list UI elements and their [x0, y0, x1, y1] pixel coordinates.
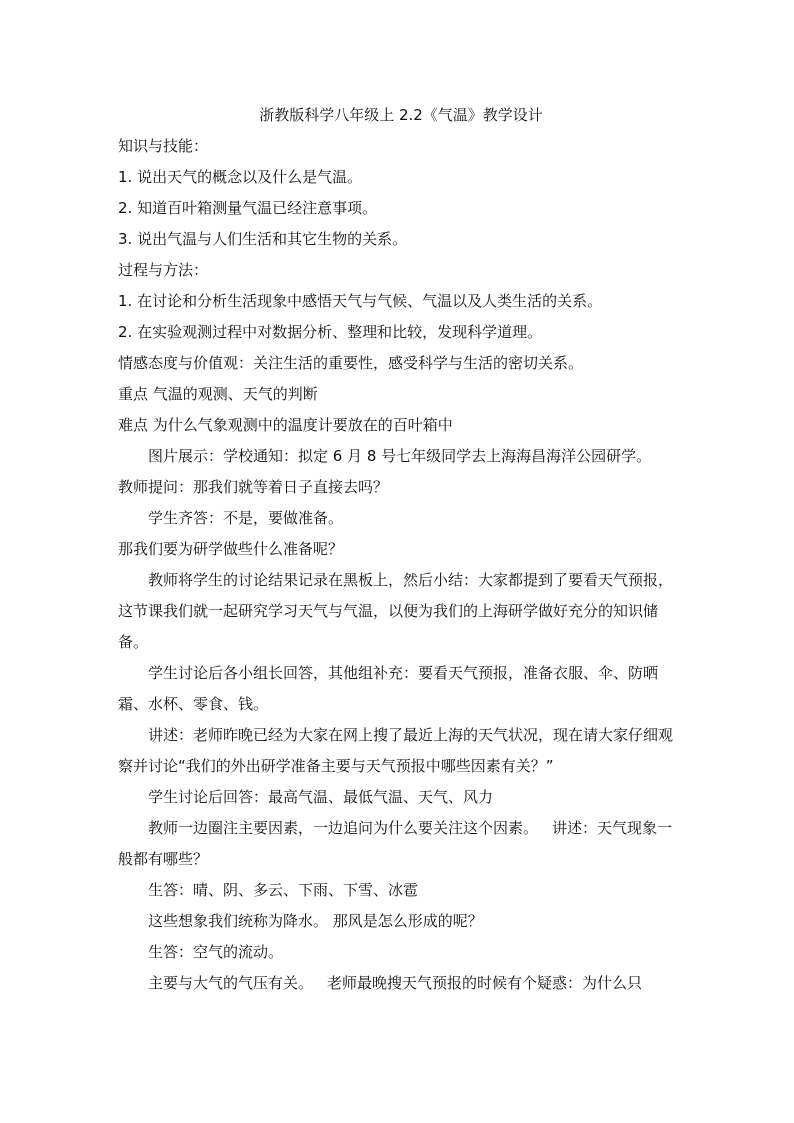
weather-phenomena-answer: 生答：晴、阴、多云、下雨、下雪、冰雹	[148, 881, 419, 899]
key-point: 重点 气温的观测、天气的判断	[118, 385, 318, 403]
section-heading-process: 过程与方法：	[118, 261, 209, 279]
document-title: 浙教版科学八年级上 2.2《气温》教学设计	[259, 106, 543, 124]
knowledge-item-3: 3. 说出气温与人们生活和其它生物的关系。	[118, 230, 408, 248]
document-body	[118, 100, 684, 999]
group-answer-paragraph: 学生讨论后各小组长回答，其他组补充：要看天气预报，准备衣服、伞、防晒霜、水杯、零食、钱。	[118, 664, 659, 713]
pressure-paragraph	[118, 968, 684, 999]
wind-answer-paragraph: 生答：空气的流动。	[148, 943, 284, 961]
teacher-summary-paragraph: 教师将学生的讨论结果记录在黑板上，然后小结：大家都提到了要看天气预报，这节课我们就一起研究学习天气与气温，以便为我们的上海研学做好充分的知识储备。	[118, 571, 674, 651]
discussion-answer-paragraph: 学生讨论后回答：最高气温、最低气温、天气、风力	[148, 788, 494, 806]
teacher-followup-paragraph	[118, 813, 684, 875]
student-answer-paragraph: 学生齐答：不是，要做准备。	[148, 509, 344, 527]
knowledge-item-2: 2. 知道百叶箱测量气温已经注意事项。	[118, 199, 378, 217]
weather-report-paragraph: 讲述：老师昨晚已经为大家在网上搜了最近上海的天气状况，现在请大家仔细观察并讨论“我们的外出研学准备主要与天气预报中哪些因素有关？”	[118, 726, 674, 775]
process-item-2: 2. 在实验观测过程中对数据分析、整理和比较，发现科学道理。	[118, 323, 543, 341]
process-item-1: 1. 在讨论和分析生活现象中感悟天气与气候、气温以及人类生活的关系。	[118, 292, 603, 310]
section-heading-knowledge: 知识与技能：	[118, 137, 209, 155]
teacher-followup-text: 教师一边圈注主要因素，一边追问为什么要关注这个因素。	[148, 819, 539, 837]
precipitation-paragraph: 这些想象我们统称为降水。 那风是怎么形成的呢？	[148, 912, 483, 930]
weather-phenomena-question: 讲述：天气现象一般都有哪些？	[118, 819, 673, 868]
knowledge-item-1: 1. 说出天气的概念以及什么是气温。	[118, 168, 363, 186]
preparation-question-paragraph: 那我们要为研学做些什么准备呢？	[118, 540, 344, 558]
difficult-point: 难点 为什么气象观测中的温度计要放在的百叶箱中	[118, 416, 453, 434]
attitude-values: 情感态度与价值观：关注生活的重要性，感受科学与生活的密切关系。	[118, 354, 584, 372]
teacher-doubt-text: 老师最晚搜天气预报的时候有个疑惑：为什么只	[327, 974, 643, 992]
teacher-question-paragraph: 教师提问：那我们就等着日子直接去吗？	[118, 478, 389, 496]
pressure-text: 主要与大气的气压有关。	[148, 974, 314, 992]
picture-display-paragraph: 图片展示：学校通知：拟定 6 月 8 号七年级同学去上海海昌海洋公园研学。	[148, 447, 652, 465]
